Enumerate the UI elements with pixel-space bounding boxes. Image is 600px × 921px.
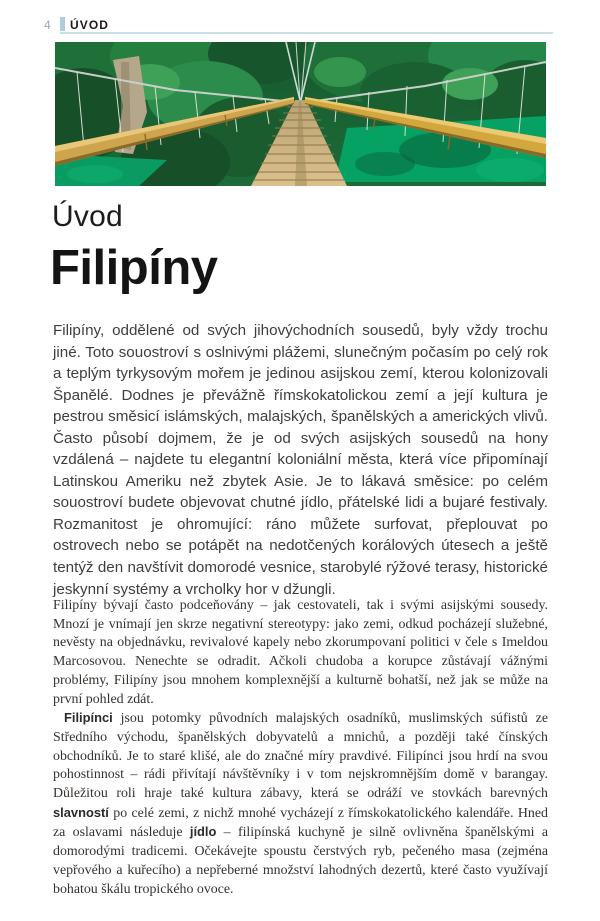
chapter-kicker: Úvod [52,200,123,233]
body-paragraph-1: Filipíny bývají často podceňovány – jak cestovateli, tak i svými asijskými sousedy. Mnozí je vnímají jen skrze negativní stereotypy: jako zemi, odkud pocházejí služebné, nevěsty na objednávku, revivalové kapely nebo zkorumpovaní politici v čele s Imeldou Marcosovou. Nenechte se odradit. Ačkoli chudoba a korupce zůstávají vážnými problémy, Filipíny jsou mnohem komplexnější a kulturně bohatší, než jak se může na první pohled zdát. [53,598,548,707]
running-head [0,0,600,36]
jungle-bridge-illustration [55,42,546,186]
body-paragraph-2: Filipínci jsou potomky původních malajských osadníků, muslimských súfistů ze Středního východu, španělských dobyvatelů a mnichů, a později také čínských obchodníků. Je to staré klišé, ale do značné míry pravdivé. Filipínci jsou hrdí na svou pohostinnost – rádi přivítají návštěvníky i v tom nejskromnějším domě v barangay. Důležitou roli hraje také kultura zábavy, která se odráží ve stovkách barevných slavností po celé zemi, z nichž mnohé vycházejí z římskokatolického kalendáře. Hned za oslavami následuje jídlo – filipínská kuchyně je silně ovlivněna španělskými a domorodými tradicemi. Očekávejte spoustu čerstvých ryb, pečeného masa (zejména vepřového a kuřecího) a nepřeberné množství lahodných dezertů, které často využívají bohatou škálu tropického ovoce. [53,710,548,897]
section-accent-bar [60,17,65,31]
intro-paragraph: Filipíny, oddělené od svých jihovýchodních sousedů, byly vždy trochu jiné. Toto souostroví s oslnivými plážemi, slunečným počasím po celý rok a teplým tyrkysovým mořem je jedinou asijskou zemí, kterou kolonizovali Španělé. Dodnes je převážně římskokatolickou zemí a její kultura je pestrou směsicí islámských, malajských, španělských a amerických vlivů. Často působí dojmem, že je od svých asijských sousedů na hony vzdálená – najdete tu elegantní koloniální města, která více připomínají Latinskou Ameriku než zbytek Asie. Je to lákavá směsice: po celém souostroví budete objevovat chutné jídlo, přátelské lidi a bujaré festivaly. Rozmanitost je ohromující: ráno můžete surfovat, přeplouvat po ostrovech nebo se potápět na nedotčených korálových útesech a ještě tentýž den navštívit domorodé vesnice, starobylé rýžové terasy, historické jeskynní systémy a vrcholky hor v džungli. [53,322,548,598]
chapter-title: Filipíny [50,241,218,295]
body-copy [53,597,548,899]
jungle-bridge-photo [55,42,546,186]
page-number: 4 [44,18,51,32]
section-label: ÚVOD [70,18,110,32]
header-rule [60,32,553,34]
